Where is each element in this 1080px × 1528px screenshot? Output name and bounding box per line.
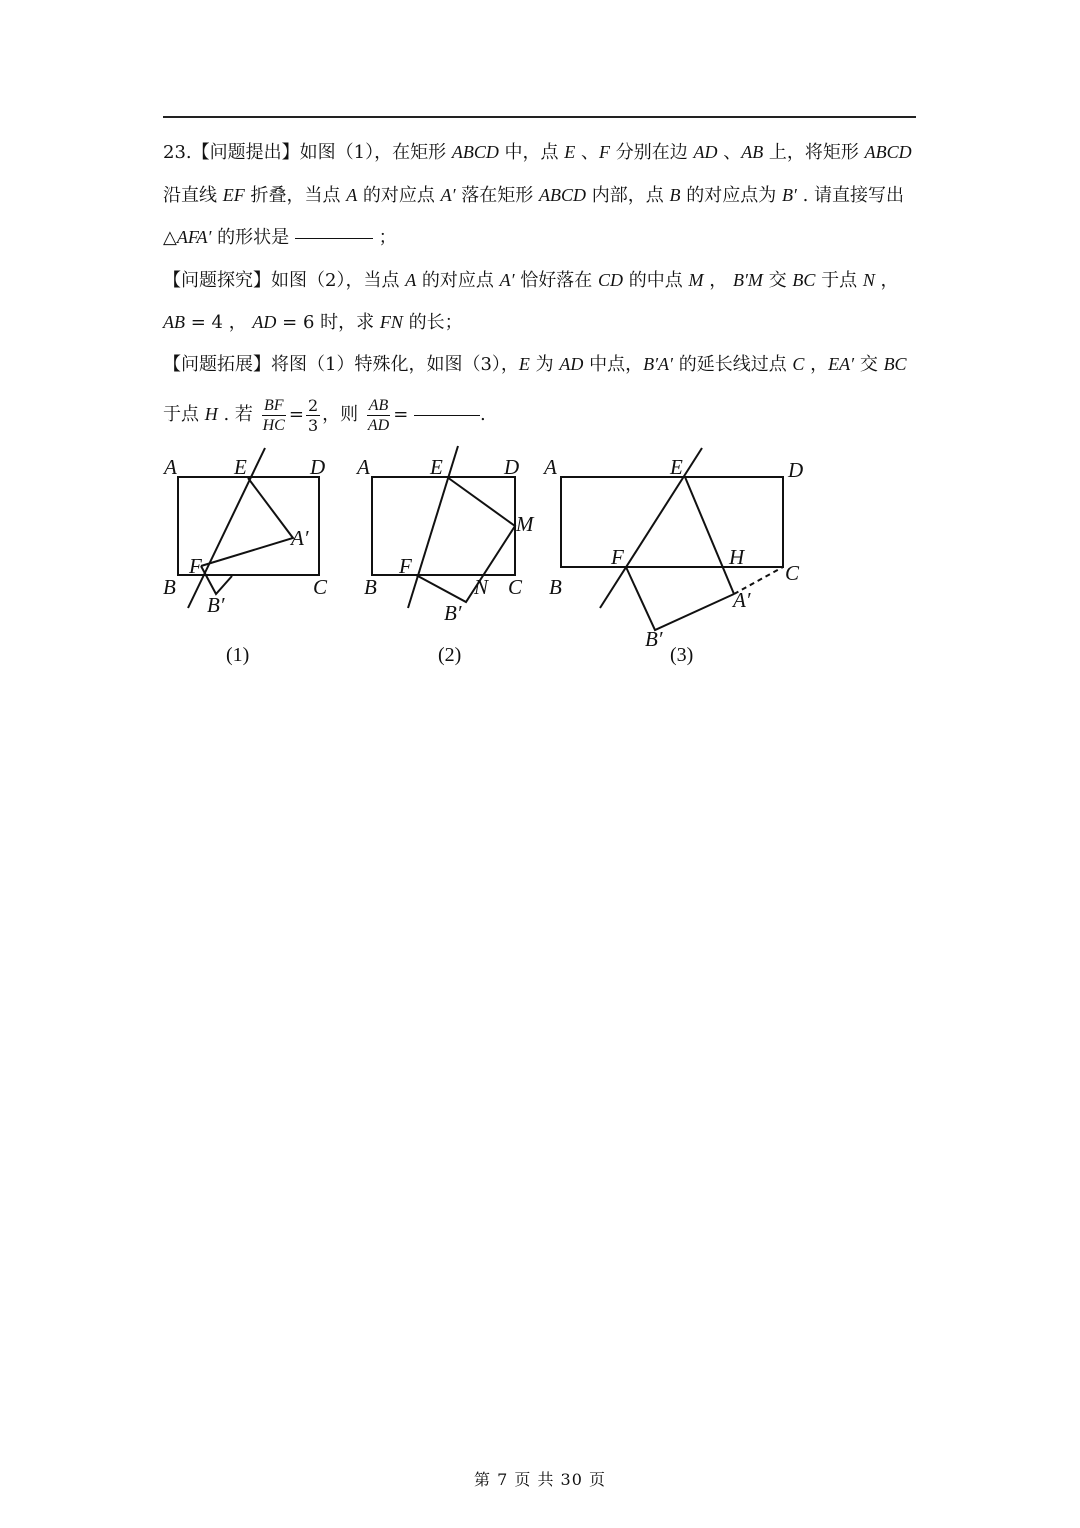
label-d-3: D [788,458,804,482]
label-a-prime-3: A′ [733,588,751,612]
part2-title: 【问题探究】 [163,270,271,291]
fraction-ab-ad: $\frac{AB}{AD}$ [367,396,390,434]
caption-1: (1) [226,644,250,666]
figures-svg [0,0,1080,700]
label-b-prime-2: B′ [444,601,462,625]
label-b-1: B [163,575,176,599]
question-number: 23. [163,142,192,163]
part3-title: 【问题拓展】 [163,354,271,375]
question-line-2: 沿直线 EF 折叠，当点 A 的对应点 A′ 落在矩形 ABCD 内部，点 B 的对应点为 B′ . 请直接写出 [163,185,905,206]
figure-1-labels [162,455,328,666]
label-d-1: D [310,455,326,479]
label-e-2: E [430,455,443,479]
label-a-1: A [164,455,177,479]
label-h-3: H [729,545,745,569]
question-line-5: AB = 4 ， AD = 6 时，求 FN 的长； [163,312,463,333]
label-b-prime-3: B′ [645,627,663,651]
question-line-4: 【问题探究】如图（2），当点 A 的对应点 A′ 恰好落在 CD 的中点 M ， B′M 交 BC 于点 N ， [163,270,899,291]
part1-title: 【问题提出】 [191,142,300,163]
label-a-prime-1: A′ [291,526,309,550]
figure-2 [372,446,515,608]
label-n-2: N [474,575,489,599]
label-c-2: C [508,575,523,599]
fraction-bf-hc: $\frac{BF}{HC}$ [262,396,285,434]
question-line-3: △AFA′ 的形状是 ； [163,227,397,248]
label-e-1: E [234,455,247,479]
figure-3-labels [542,455,803,666]
label-b-prime-1: B′ [207,593,225,617]
label-c-3: C [785,561,800,585]
question-line-7: 于点 H . 若 $\frac{BF}{HC}$ = $\frac{2}{3}$ ，则 $\frac{AB}{AD}$ = . [163,395,486,435]
label-b-3: B [549,575,562,599]
caption-2: (2) [438,644,462,666]
label-f-3: F [611,545,624,569]
label-e-3: E [670,455,683,479]
fraction-2-3: $\frac{2}{3}$ [307,395,319,435]
question-line-1: 23.【问题提出】如图（1），在矩形 ABCD 中，点 E 、F 分别在边 AD 、AB 上，将矩形 ABCD [163,142,912,163]
label-c-1: C [313,575,328,599]
label-d-2: D [504,455,520,479]
label-a-3: A [544,455,557,479]
caption-3: (3) [670,644,694,666]
label-f-1: F [189,554,202,578]
label-a-2: A [357,455,370,479]
page-footer: 第 7 页 共 30 页 [474,1470,606,1489]
label-f-2: F [399,554,412,578]
question-line-6: 【问题拓展】将图（1）特殊化，如图（3），E 为 AD 中点，B′A′ 的延长线过点 C ，EA′ 交 BC [163,354,907,375]
label-m-2: M [516,512,534,536]
label-b-2: B [364,575,377,599]
